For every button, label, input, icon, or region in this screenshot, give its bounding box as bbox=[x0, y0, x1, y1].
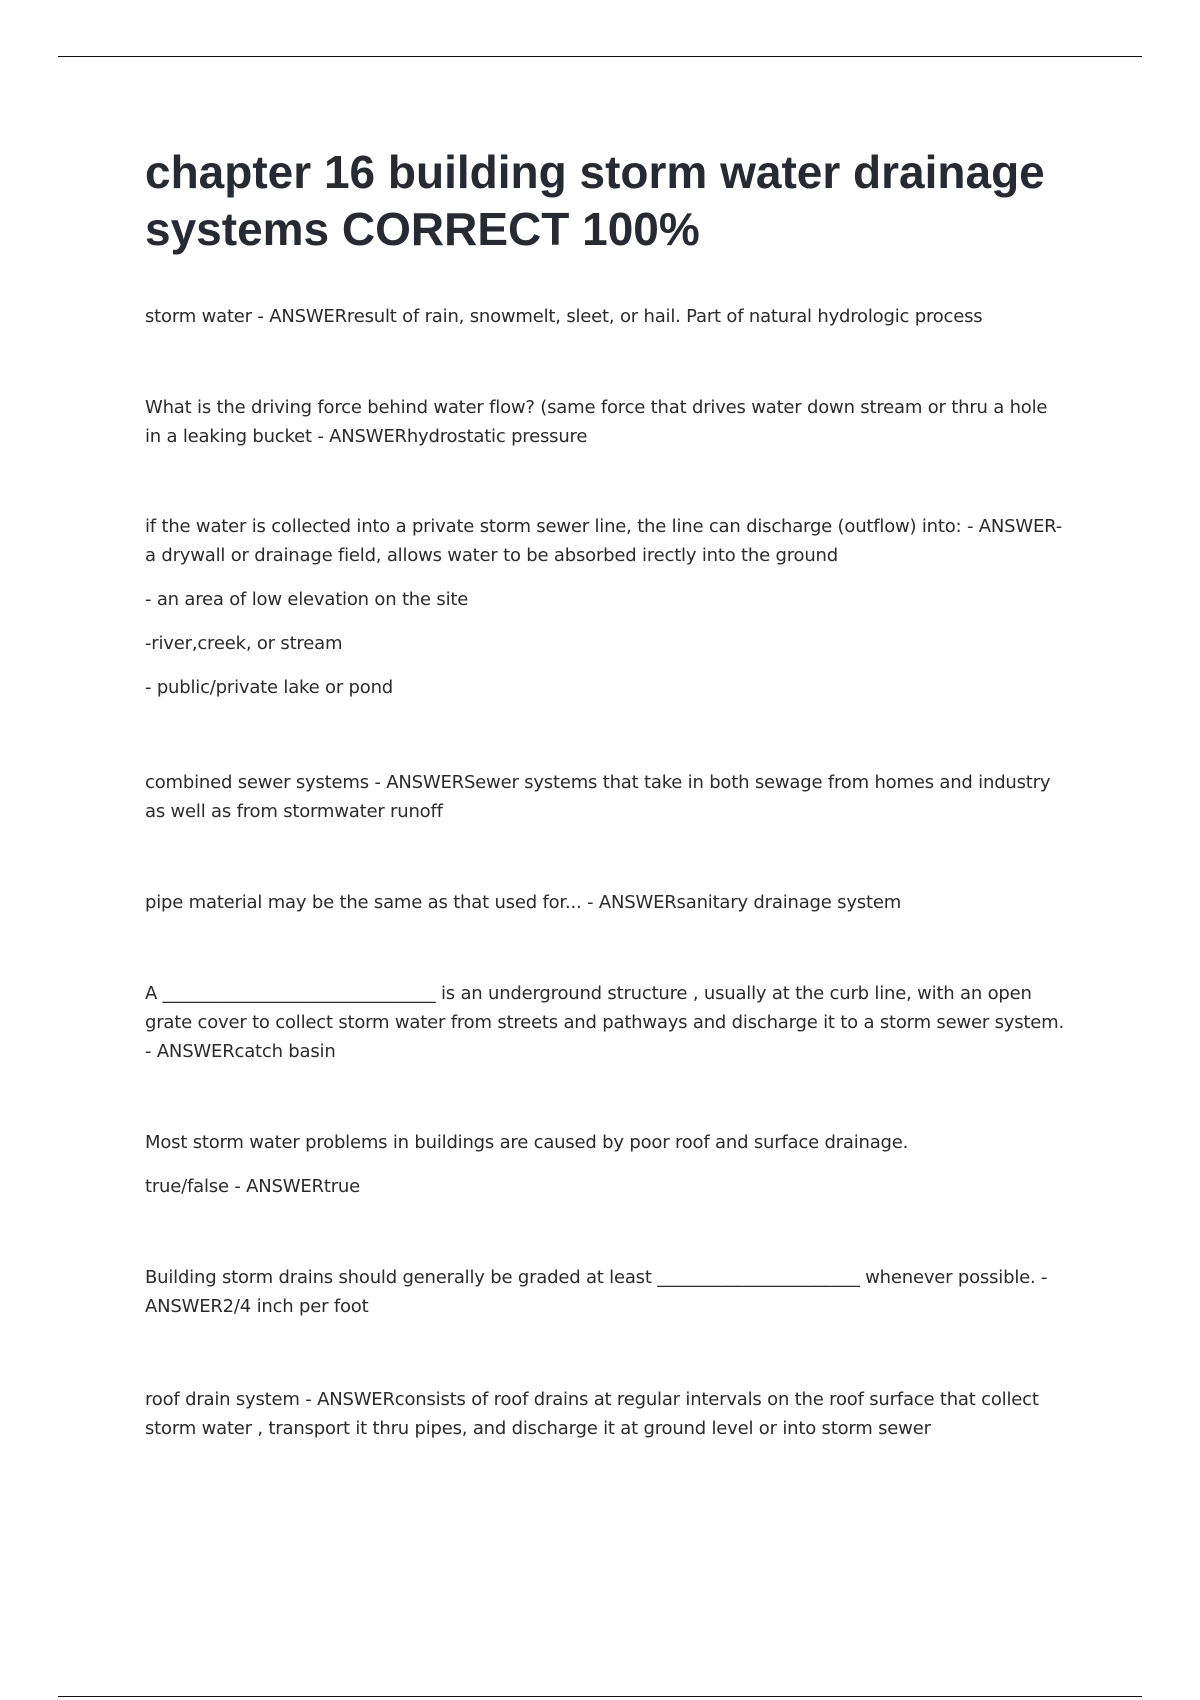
qa-text: A _______________________________ is an underground structure , usually at the curb line, with an open grate cover to collect storm water from streets and pathways and discharge it to a storm sewer system. - ANSWERcatch basin bbox=[145, 983, 1064, 1062]
qa-text: What is the driving force behind water flow? (same force that drives water down stream or thru a hole in a leaking bucket - ANSWERhydrostatic pressure bbox=[145, 397, 1048, 447]
qa-text: combined sewer systems - ANSWERSewer systems that take in both sewage from homes and industry as well as from stormwater runoff bbox=[145, 772, 1051, 822]
qa-item-driving-force bbox=[145, 393, 1065, 451]
qa-subitem: - public/private lake or pond bbox=[145, 677, 394, 698]
qa-text: roof drain system - ANSWERconsists of roof drains at regular intervals on the roof surface that collect storm water , transport it thru pipes, and discharge it at ground level or into storm sewer bbox=[145, 1389, 1039, 1439]
qa-item-true-false bbox=[145, 1128, 1065, 1201]
qa-text: Building storm drains should generally be graded at least _______________________ whenever possible. - ANSWER2/4 inch per foot bbox=[145, 1267, 1048, 1317]
qa-item-catch-basin bbox=[145, 979, 1065, 1066]
qa-text: Most storm water problems in buildings are caused by poor roof and surface drainage. bbox=[145, 1132, 909, 1153]
qa-text: storm water - ANSWERresult of rain, snowmelt, sleet, or hail. Part of natural hydrologic process bbox=[145, 306, 983, 327]
qa-text: if the water is collected into a private storm sewer line, the line can discharge (outflow) into: - ANSWER- a drywall or drainage field, allows water to be absorbed irectly into the ground bbox=[145, 516, 1063, 566]
bottom-divider bbox=[58, 1696, 1142, 1697]
qa-item-grading bbox=[145, 1263, 1065, 1321]
qa-text: pipe material may be the same as that used for... - ANSWERsanitary drainage system bbox=[145, 892, 902, 913]
qa-item-discharge bbox=[145, 512, 1065, 702]
page-title: chapter 16 building storm water drainage systems CORRECT 100% bbox=[145, 146, 1045, 255]
qa-item-pipe-material bbox=[145, 888, 1065, 917]
qa-subitem: true/false - ANSWERtrue bbox=[145, 1176, 360, 1197]
qa-subitem: -river,creek, or stream bbox=[145, 633, 343, 654]
qa-item-roof-drain bbox=[145, 1385, 1065, 1443]
qa-item-combined-sewer bbox=[145, 768, 1065, 826]
top-divider bbox=[58, 56, 1142, 57]
qa-subitem: - an area of low elevation on the site bbox=[145, 589, 469, 610]
qa-item-storm-water bbox=[145, 302, 1065, 331]
